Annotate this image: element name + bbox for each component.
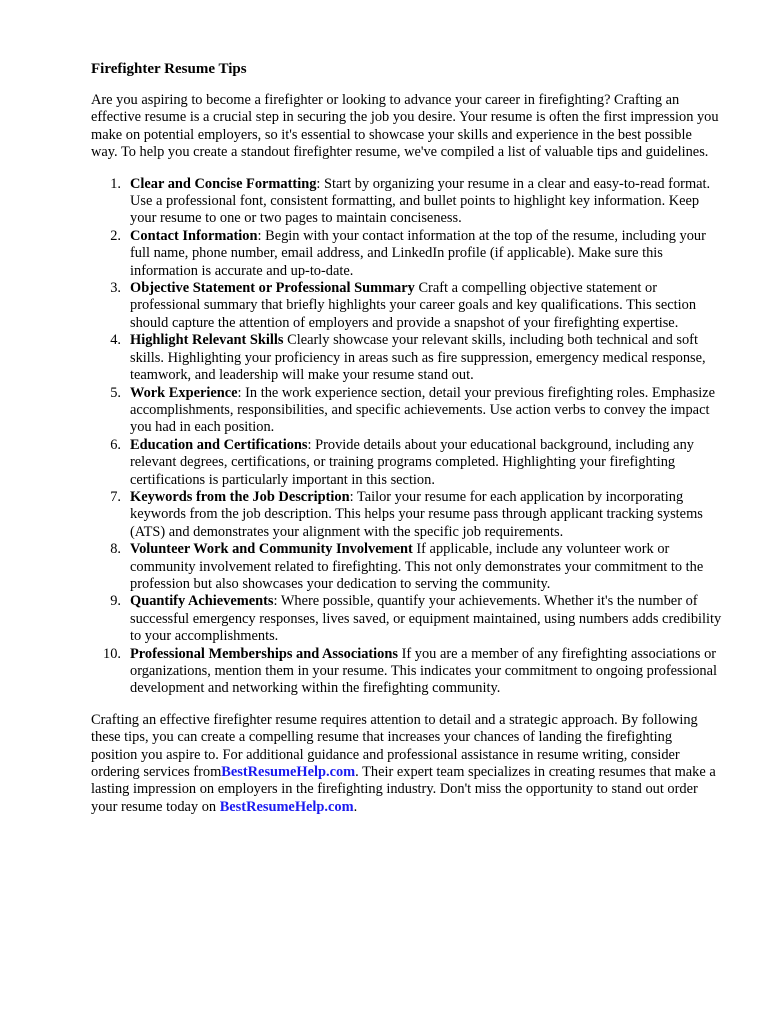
tip-heading: Keywords from the Job Description (130, 488, 350, 505)
bestresumehelp-link-1[interactable]: BestResumeHelp.com (221, 764, 356, 781)
list-number: 4. (110, 332, 121, 349)
tip-text: Craft a compelling objective statement or professional summary that briefly highlights your career goals and key qualifications. This section should capture the attention of employers and provide a snapshot of your firefighting expertise. (130, 280, 697, 331)
intro-paragraph: Are you aspiring to become a firefighter or looking to advance your career in firefighting? Crafting an effective resume is a crucial step in securing the job you desire. Your resume is often the first impression you make on potential employers, so it's essential to showcase your skills and experience in the best possible way. To help you create a standout firefighter resume, we've compiled a list of valuable tips and guidelines. (91, 92, 719, 161)
tip-text: If you are a member of any firefighting associations or organizations, mention them in your resume. This indicates your commitment to ongoing professional development and networking within the firefighting community. (130, 645, 717, 697)
list-item (110, 280, 728, 332)
list-item (110, 488, 728, 541)
list-item (110, 593, 728, 645)
tip-text: Clearly showcase your relevant skills, including both technical and soft skills. Highlighting your proficiency in areas such as fire suppression, emergency medical response, teamwork, and leadership will make your resume stand out. (130, 332, 706, 384)
list-number: 8. (110, 541, 121, 558)
list-item (110, 436, 728, 489)
list-item (110, 227, 728, 280)
list-item (110, 175, 728, 228)
list-number: 3. (110, 280, 121, 297)
tip-heading: Objective Statement or Professional Summary (130, 280, 415, 297)
tip-text: If applicable, include any volunteer work or community involvement related to firefighting. This not only demonstrates your commitment to the profession but also showcases your dedication to serving the community. (130, 541, 704, 592)
tip-text: : Begin with your contact information at the top of the resume, including your full name, phone number, email address, and LinkedIn profile (if applicable). Make sure this information is accurate and up-to-date. (130, 227, 706, 279)
list-number: 10. (103, 645, 121, 662)
list-number: 2. (110, 227, 121, 244)
list-item (110, 332, 728, 384)
tip-text: : In the work experience section, detail your previous firefighting roles. Emphasize accomplishments, responsibilities, and specific achievements. Use action verbs to convey the impact you had in each position. (130, 384, 716, 436)
tip-text: : Where possible, quantify your achievements. Whether it's the number of successful emergency responses, lives saved, or equipment maintained, using numbers adds credibility to your accomplishments. (130, 593, 722, 645)
list-item (110, 541, 728, 593)
closing-text-2: . Their expert team specializes in creating resumes that make a lasting impression on employers in the firefighting industry. Don't miss the opportunity to stand out order your resume today on (91, 764, 716, 815)
tip-heading: Contact Information (130, 227, 258, 244)
tip-heading: Professional Memberships and Associations (130, 645, 398, 662)
list-number: 1. (110, 175, 121, 192)
list-number: 5. (110, 384, 121, 401)
tip-heading: Work Experience (130, 384, 238, 401)
closing-text-1: Crafting an effective firefighter resume requires attention to detail and a strategic approach. By following these tips, you can create a compelling resume that increases your chances of landing the firefighting position you aspire to. For additional guidance and professional assistance in resume writing, consider ordering services from (91, 711, 698, 781)
tip-text: : Tailor your resume for each application by incorporating keywords from the job description. This helps your resume pass through applicant tracking systems (ATS) and demonstrates your alignment with the specific job requirements. (130, 488, 703, 540)
tip-heading: Volunteer Work and Community Involvement (130, 541, 413, 558)
tip-text: : Start by organizing your resume in a clear and easy-to-read format. Use a professional font, consistent formatting, and bullet points to highlight key information. Keep your resume to one or two pages to maintain conciseness. (130, 175, 711, 227)
bestresumehelp-link-2[interactable]: BestResumeHelp.com (219, 798, 354, 815)
closing-paragraph (91, 712, 719, 816)
list-item (110, 384, 728, 437)
tip-heading: Education and Certifications (130, 436, 308, 453)
list-number: 7. (110, 488, 121, 505)
list-number: 6. (110, 436, 121, 453)
tip-heading: Quantify Achievements (130, 593, 274, 610)
closing-text-3: . (353, 798, 358, 815)
tip-text: : Provide details about your educational background, including any relevant degrees, certifications, or training programs completed. Highlighting your firefighting certifications is particularly important in this section. (130, 436, 694, 488)
page-title: Firefighter Resume Tips (91, 61, 247, 77)
tips-list (91, 176, 728, 698)
list-number: 9. (110, 593, 121, 610)
tip-heading: Highlight Relevant Skills (130, 332, 284, 349)
list-item (103, 645, 728, 698)
tip-heading: Clear and Concise Formatting (130, 175, 317, 192)
